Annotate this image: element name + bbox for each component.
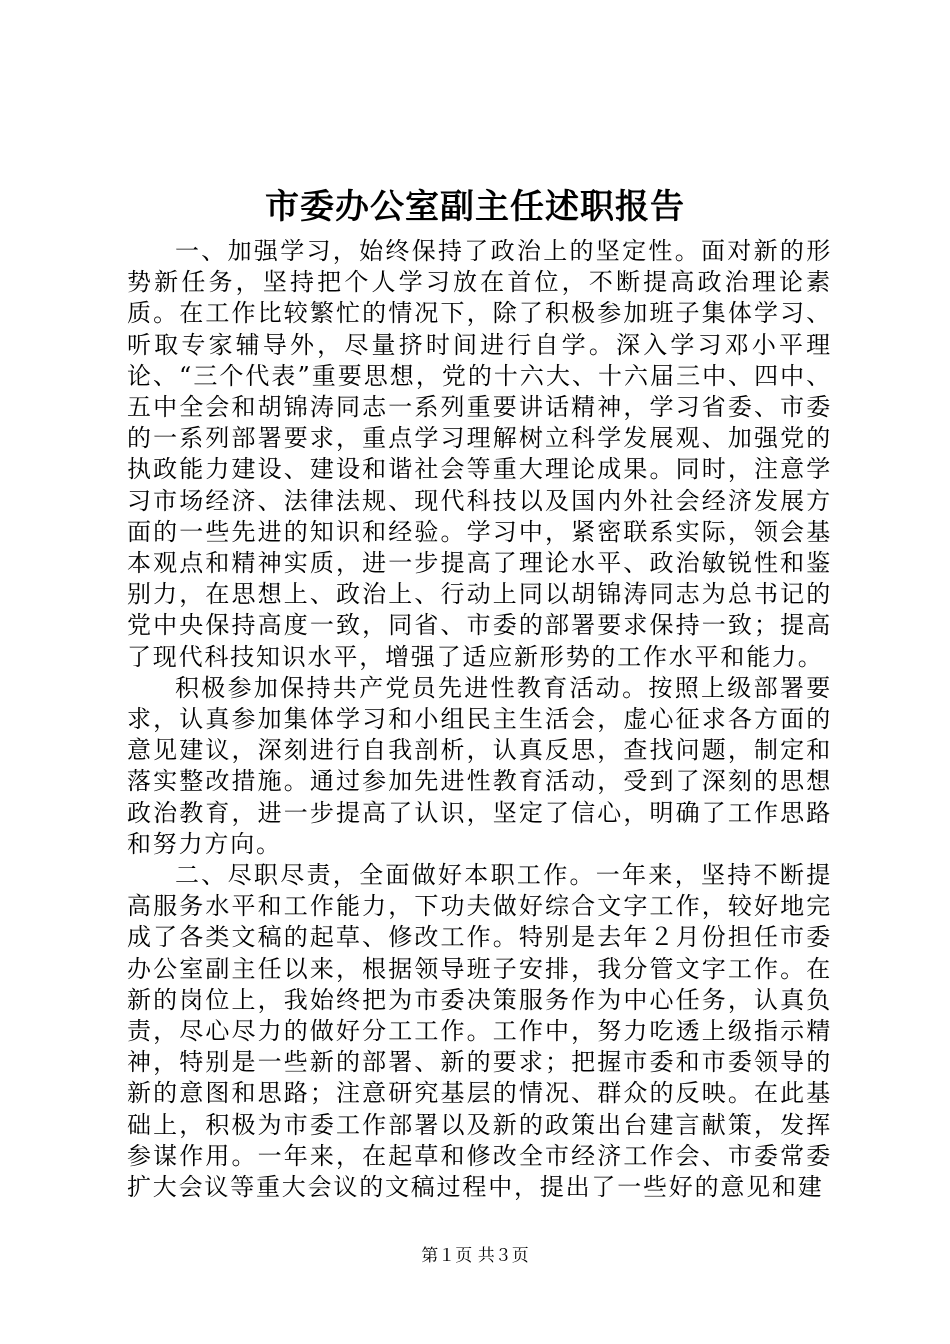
document-body	[127, 236, 832, 1203]
paragraph: 二、尽职尽责，全面做好本职工作。一年来，坚持不断提高服务水平和工作能力，下功夫做好综合文字工作，较好地完成了各类文稿的起草、修改工作。特别是去年２月份担任市委办公室副主任以来，根据领导班子安排，我分管文字工作。在新的岗位上，我始终把为市委决策服务作为中心任务，认真负责，尽心尽力的做好分工工作。工作中，努力吃透上级指示精神，特别是一些新的部署、新的要求；把握市委和市委领导的新的意图和思路；注意研究基层的情况、群众的反映。在此基础上，积极为市委工作部署以及新的政策出台建言献策，发挥参谋作用。一年来，在起草和修改全市经济工作会、市委常委扩大会议等重大会议的文稿过程中，提出了一些好的意见和建	[127, 861, 832, 1202]
paragraph: 一、加强学习，始终保持了政治上的坚定性。面对新的形势新任务，坚持把个人学习放在首位，不断提高政治理论素质。在工作比较繁忙的情况下，除了积极参加班子集体学习、听取专家辅导外，尽量挤时间进行自学。深入学习邓小平理论、“三个代表”重要思想，党的十六大、十六届三中、四中、五中全会和胡锦涛同志一系列重要讲话精神，学习省委、市委的一系列部署要求，重点学习理解树立科学发展观、加强党的执政能力建设、建设和谐社会等重大理论成果。同时，注意学习市场经济、法律法规、现代科技以及国内外社会经济发展方面的一些先进的知识和经验。学习中，紧密联系实际，领会基本观点和精神实质，进一步提高了理论水平、政治敏锐性和鉴别力，在思想上、政治上、行动上同以胡锦涛同志为总书记的党中央保持高度一致，同省、市委的部署要求保持一致；提高了现代科技知识水平，增强了适应新形势的工作水平和能力。	[127, 237, 832, 671]
document-title: 市委办公室副主任述职报告	[265, 187, 685, 227]
paragraph: 积极参加保持共产党员先进性教育活动。按照上级部署要求，认真参加集体学习和小组民主生活会，虚心征求各方面的意见建议，深刻进行自我剖析，认真反思，查找问题，制定和落实整改措施。通过参加先进性教育活动，受到了深刻的思想政治教育，进一步提高了认识，坚定了信心，明确了工作思路和努力方向。	[127, 673, 832, 858]
page-footer: 第１页 共３页	[421, 1246, 529, 1266]
